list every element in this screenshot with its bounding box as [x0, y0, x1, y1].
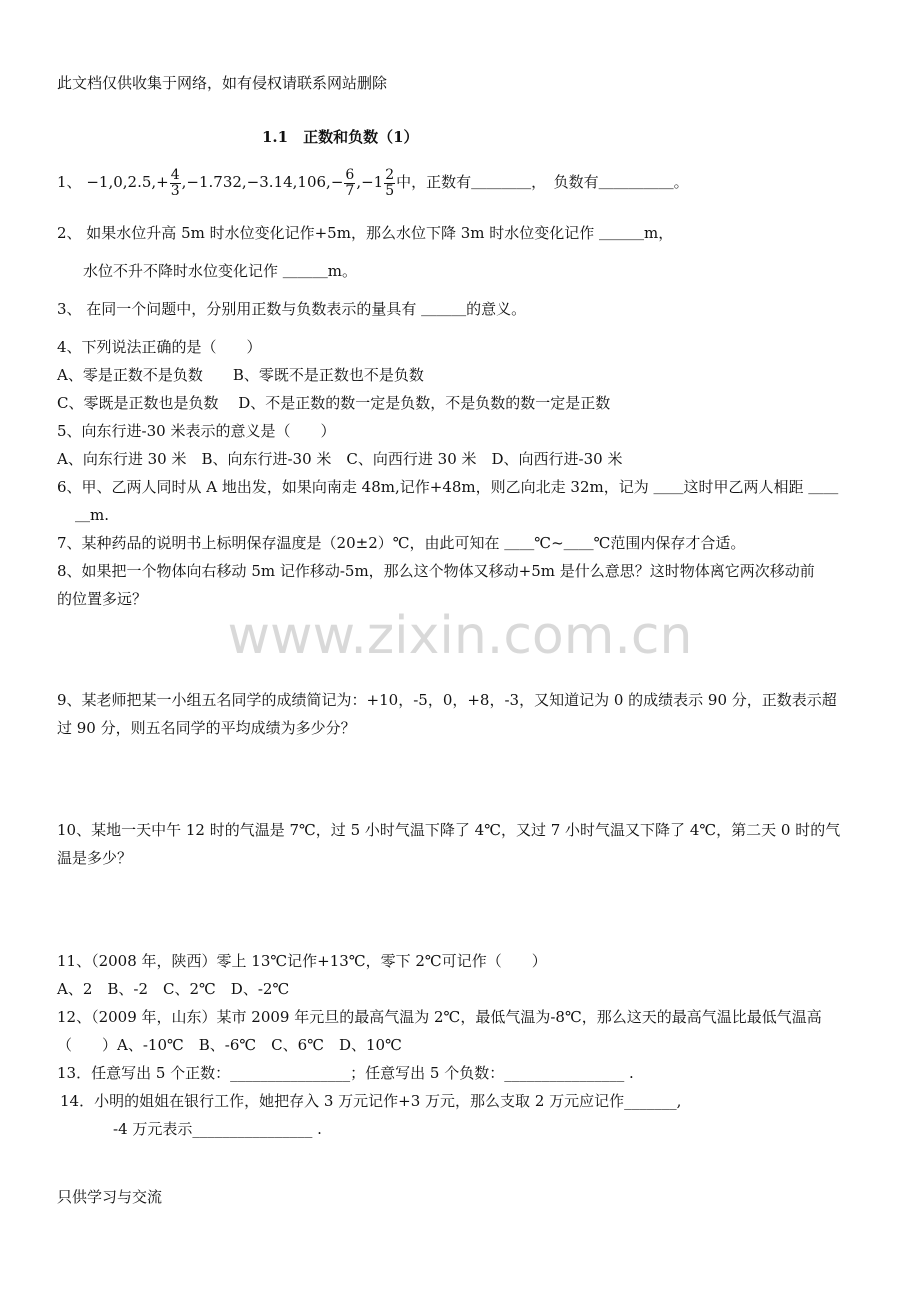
question-6-line-1: 6、甲、乙两人同时从 A 地出发，如果向南走 48m,记作+48m，则乙向北走 32m，记为 ＿＿这时甲乙两人相距 ＿＿ [57, 478, 839, 496]
question-2-line-2: 水位不升不降时水位变化记作 ＿＿＿m。 [83, 262, 357, 280]
page-title: 1.1 正数和负数（1） [262, 128, 419, 146]
question-7: 7、某种药品的说明书上标明保存温度是（20±2）℃，由此可知在 ＿＿℃~＿＿℃范围内保存才合适。 [57, 534, 746, 552]
fraction-2-5: $\frac{2}{5}$ [385, 166, 395, 199]
question-13: 13．任意写出 5 个正数：________________；任意写出 5 个负数：________________ . [57, 1064, 634, 1082]
question-8-line-1: 8、如果把一个物体向右移动 5m 记作移动-5m，那么这个物体又移动+5m 是什么意思？这时物体离它两次移动前 [57, 562, 815, 580]
question-1 [57, 164, 689, 200]
question-4-options-cd: C、零既是正数也是负数 D、不是正数的数一定是负数，不是负数的数一定是正数 [57, 394, 611, 412]
question-4: 4、下列说法正确的是（ ） [57, 338, 262, 356]
fraction-4-3: $\frac{4}{3}$ [170, 166, 180, 199]
question-9-line-1: 9、某老师把某一小组五名同学的成绩简记为：+10，-5，0，+8，-3，又知道记为 0 的成绩表示 90 分，正数表示超 [57, 691, 837, 709]
question-10-line-2: 温是多少？ [57, 849, 133, 867]
q1-expr-mid: ,−1.732,−3.14,106,− [181, 173, 344, 191]
question-6-line-2: ＿m. [75, 506, 109, 524]
question-8-line-2: 的位置多远？ [57, 590, 148, 608]
fraction-6-7: $\frac{6}{7}$ [345, 166, 355, 199]
question-14-line-2: -4 万元表示________________ . [113, 1120, 322, 1138]
question-12-line-1: 12、（2009 年，山东）某市 2009 年元旦的最高气温为 2℃，最低气温为-8℃，那么这天的最高气温比最低气温高 [57, 1008, 822, 1026]
question-4-options-ab: A、零是正数不是负数 B、零既不是正数也不是负数 [57, 366, 424, 384]
question-12-line-2: （ ）A、-10℃ B、-6℃ C、6℃ D、10℃ [57, 1036, 402, 1054]
q1-text: 中，正数有＿＿＿＿， 负数有＿＿＿＿＿。 [396, 173, 689, 191]
question-9-line-2: 过 90 分，则五名同学的平均成绩为多少分？ [57, 719, 356, 737]
q1-number: 1、 [57, 173, 82, 191]
question-11: 11、（2008 年，陕西）零上 13℃记作+13℃，零下 2℃可记作（ ） [57, 952, 547, 970]
question-10-line-1: 10、某地一天中午 12 时的气温是 7℃，过 5 小时气温下降了 4℃，又过 7 小时气温又下降了 4℃，第二天 0 时的气 [57, 821, 841, 839]
question-11-options: A、2 B、-2 C、2℃ D、-2℃ [57, 980, 290, 998]
question-3: 3、 在同一个问题中，分别用正数与负数表示的量具有 ＿＿＿的意义。 [57, 300, 527, 318]
question-2-line-1: 2、 如果水位升高 5m 时水位变化记作+5m，那么水位下降 3m 时水位变化记作 ＿＿＿m， [57, 224, 674, 242]
header-note: 此文档仅供收集于网络，如有侵权请联系网站删除 [57, 74, 388, 92]
footer-note: 只供学习与交流 [57, 1188, 163, 1206]
question-14-line-1: 14．小明的姐姐在银行工作，她把存入 3 万元记作+3 万元，那么支取 2 万元应记作_______, [60, 1092, 682, 1110]
question-5: 5、向东行进-30 米表示的意义是（ ） [57, 422, 336, 440]
question-5-options: A、向东行进 30 米 B、向东行进-30 米 C、向西行进 30 米 D、向西行进-30 米 [57, 450, 623, 468]
q1-expr-mid2: ,−1 [356, 173, 384, 191]
q1-expr-start: −1,0,2.5,+ [86, 173, 169, 191]
watermark: www.zixin.com.cn [227, 606, 693, 666]
